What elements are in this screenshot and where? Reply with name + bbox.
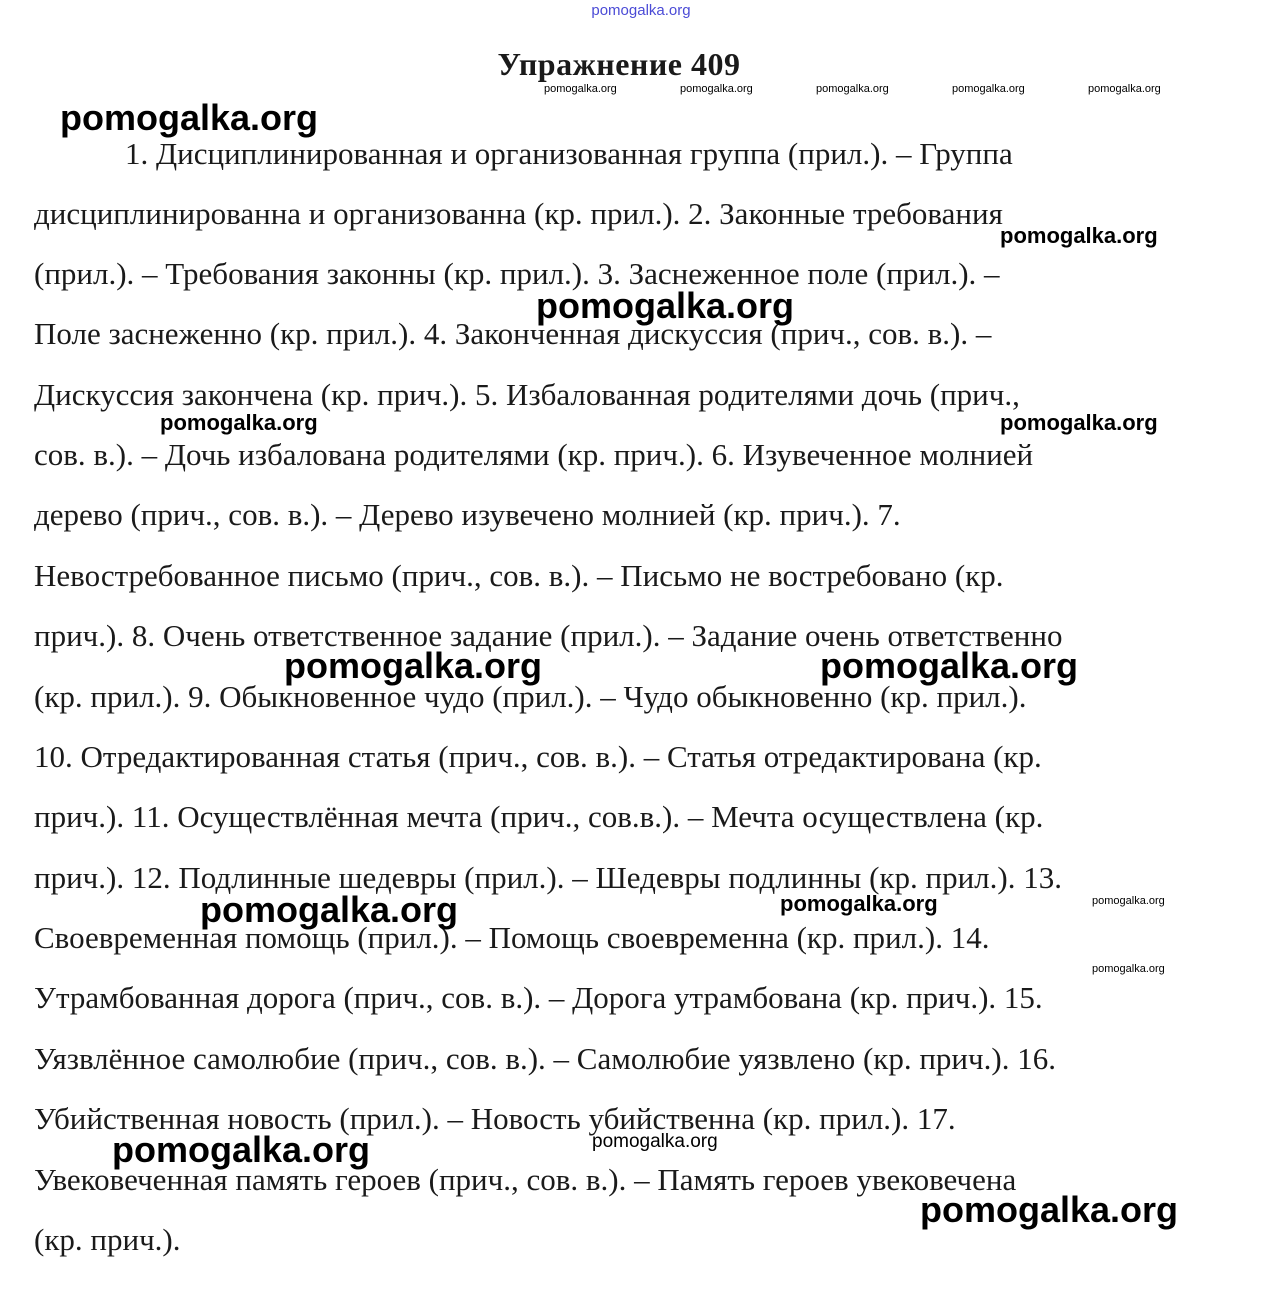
watermark: pomogalka.org: [544, 83, 617, 95]
watermark: pomogalka.org: [780, 891, 938, 916]
text-line: 10. Отредактированная статья (прич., сов. в.). – Статья отредактирована (кр.: [34, 739, 1042, 774]
text-line: Уязвлённое самолюбие (прич., сов. в.). – Самолюбие уязвлено (кр. прич.). 16.: [34, 1041, 1056, 1076]
watermark: pomogalka.org: [200, 889, 459, 930]
text-line: прич.). 12. Подлинные шедевры (прил.). – Шедевры подлинны (кр. прил.). 13.: [34, 860, 1062, 895]
text-line: (кр. прич.).: [34, 1222, 181, 1257]
text-line: дерево (прич., сов. в.). – Дерево изувечено молнией (кр. прич.). 7.: [34, 497, 901, 532]
watermark: pomogalka.org: [60, 97, 319, 138]
text-line: прич.). 8. Очень ответственное задание (прил.). – Задание очень ответственно: [34, 618, 1063, 653]
watermark: pomogalka.org: [160, 410, 318, 435]
text-line: Увековеченная память героев (прич., сов. в.). – Память героев увековечена: [34, 1162, 1017, 1197]
text-line: Дискуссия закончена (кр. прич.). 5. Избалованная родителями дочь (прич.,: [34, 377, 1020, 412]
text-line: Утрамбованная дорога (прич., сов. в.). – Дорога утрамбована (кр. прич.). 15.: [34, 980, 1043, 1015]
page-title: Упражнение 409: [497, 46, 741, 82]
text-line: Убийственная новость (прил.). – Новость убийственна (кр. прил.). 17.: [34, 1101, 956, 1136]
text-line: Поле заснеженно (кр. прил.). 4. Законченная дискуссия (прич., сов. в.). –: [34, 316, 992, 351]
watermark: pomogalka.org: [1092, 895, 1165, 907]
text-line: прич.). 11. Осуществлённая мечта (прич., сов.в.). – Мечта осуществлена (кр.: [34, 799, 1044, 834]
watermark: pomogalka.org: [284, 645, 543, 686]
text-line: Невостребованное письмо (прич., сов. в.). – Письмо не востребовано (кр.: [34, 558, 1004, 593]
text-line: 1. Дисциплинированная и организованная группа (прил.). – Группа: [125, 136, 1013, 171]
watermark: pomogalka.org: [536, 285, 795, 326]
watermark: pomogalka.org: [1000, 410, 1158, 435]
watermark: pomogalka.org: [952, 83, 1025, 95]
watermark: pomogalka.org: [1088, 83, 1161, 95]
site-link[interactable]: pomogalka.org: [591, 2, 691, 19]
text-line: Своевременная помощь (прил.). – Помощь своевременна (кр. прил.). 14.: [34, 920, 990, 955]
watermark: pomogalka.org: [1092, 963, 1165, 975]
watermark: pomogalka.org: [112, 1129, 371, 1170]
text-line: дисциплинированна и организованна (кр. прил.). 2. Законные требования: [34, 196, 1003, 231]
watermark: pomogalka.org: [592, 1131, 718, 1152]
watermark: pomogalka.org: [920, 1189, 1179, 1230]
text-line: (прил.). – Требования законны (кр. прил.). 3. Заснеженное поле (прил.). –: [34, 256, 1000, 291]
text-line: сов. в.). – Дочь избалована родителями (кр. прич.). 6. Изувеченное молнией: [34, 437, 1034, 472]
watermark: pomogalka.org: [816, 83, 889, 95]
watermark: pomogalka.org: [680, 83, 753, 95]
watermark: pomogalka.org: [820, 645, 1079, 686]
watermark: pomogalka.org: [1000, 223, 1158, 248]
text-line: (кр. прил.). 9. Обыкновенное чудо (прил.). – Чудо обыкновенно (кр. прил.).: [34, 679, 1027, 714]
